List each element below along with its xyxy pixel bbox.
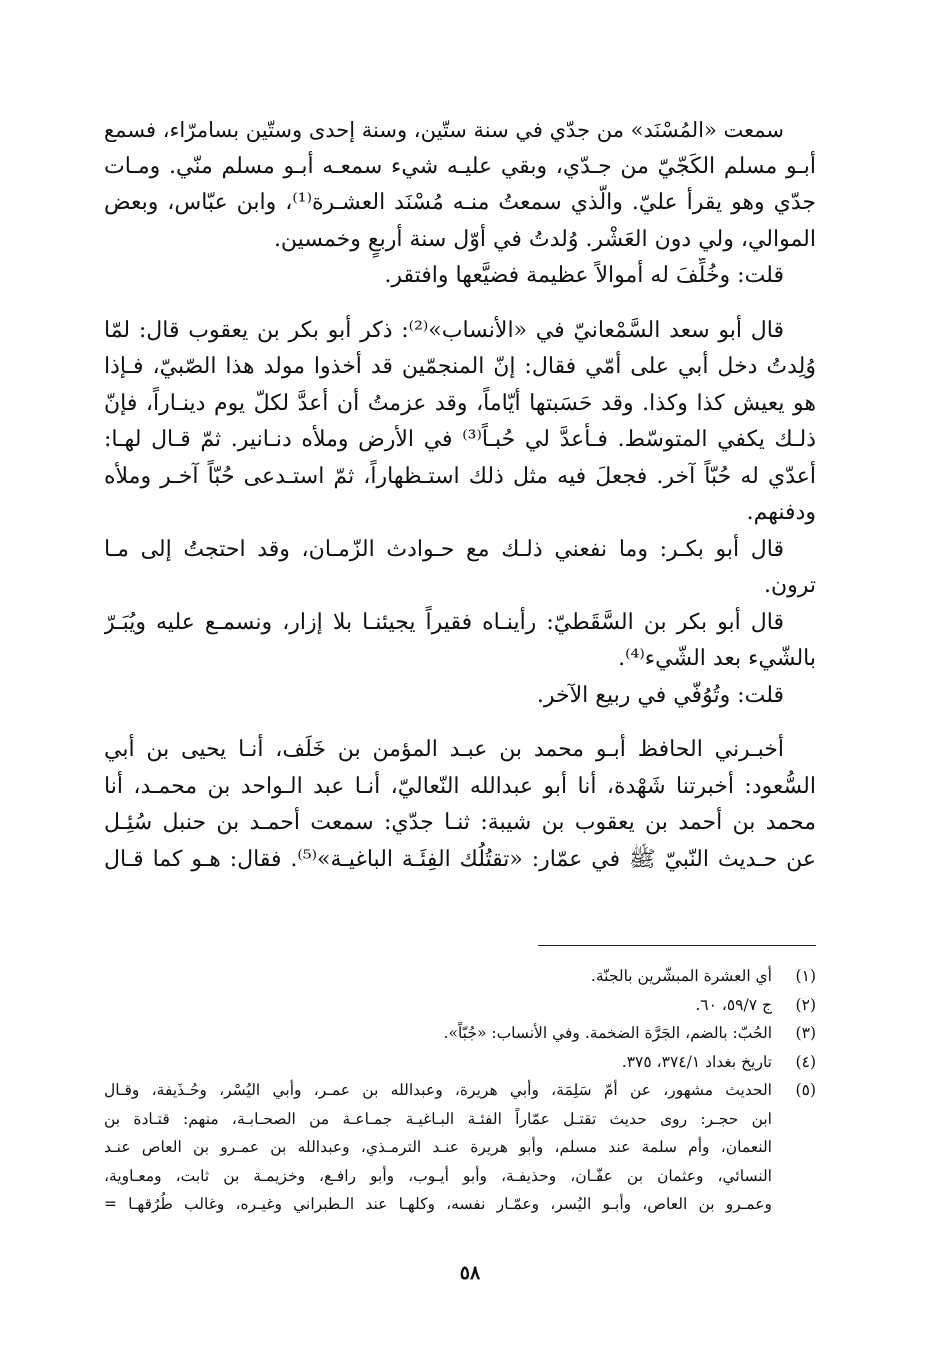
text-line: هو يعيش كذا وكذا. وقد حَسَبتها أيّاماً، وقد عزمتُ أن أعدَّ لكلّ يوم دينـاراً، فإنّ [104,390,816,416]
text-line: محمد بن أحمد بن يعقوب بن شيبة: ثنـا جدّي: سمعت أحمـد بن حنبل سُئِـل [104,810,816,835]
footnote-text: الحديث مشهور، عن أمّ سَلِمَة، وأبي هريرة، وعبدالله بن عمـر، وأبي اليُسْر، وحُـذَيفة، وقـال [104,1081,772,1099]
footnote-number: (٤) [795,1052,816,1071]
paragraph-2 [104,313,816,532]
footnote-text: النسائي، وعثمان بن عفّـان، وحذيفـة، وأبو أيـوب، وأبو رافـع، وخزيمـة بن ثابت، ومعـاوية، [104,1166,772,1185]
footnote-divider [538,945,816,946]
text-line: قال أبو بكر بن السَّقَطيّ: رأينـاه فقيراً يجيئنـا بلا إزار، ونسمـع عليه ويُبَـرّ [104,609,784,635]
author-note: قلت: وخُلِّفَ له أموالاً عظيمة فضيَّعها وافتقر. [384,263,784,288]
footnote-number: (٣) [795,1024,816,1042]
text-line: أعدّي له حُبّاً آخر. فجعلَ فيه مثل ذلك استـظهاراً، ثمّ استـدعى حُبّاً آخـر وملأه [104,463,816,489]
paragraph-5 [104,732,816,878]
footnote-text: ابن حجـر: روى حديث تقتـل عمّاراً الفئـة البـاغيـة جمـاعـة من الصحـابـة، منهم: قتـادة بن [104,1109,772,1128]
footnote-number: (١) [795,967,816,985]
footnote-1 [104,962,816,991]
text-line: سمعت «المُسْنَد» من جدّي في سنة ستّين، وسنة إحدى وستّين بسامرّاء، فسمع [104,118,784,142]
footnote-number: (٢) [795,995,816,1014]
text-line: السُّعود: أخبرتنا شَهْدة، أنا أبو عبدالله النّعاليّ، أنـا عبد الـواحد بن محمـد، أنا [104,773,816,799]
text-line: أخبـرني الحافظ أبـو محمد بن عبـد المؤمن بن خَلَف، أنـا يحيى بن أبي [104,737,784,762]
text-line: ذلـك يكفي المتوسّط. فـأعدَّ لي حُبـاً⁽³⁾ في الأرض وملأه دنـانير. ثمّ قـال لهـا: [104,427,816,452]
page-number: ٥٨ [459,1262,481,1284]
author-note: قلت: وتُوُفّي في ربيع الآخر. [536,682,784,708]
footnote-text: الحُبّ: بالضم، الجَرَّة الضخمة. وفي الأنساب: «جُبّاً». [443,1024,772,1042]
footnote-text: ج ٥٩/٧، ٦٠. [695,995,772,1014]
paragraph-gap [104,714,816,732]
footnote-text: أي العشرة المبشّرين بالجنّة. [590,967,772,985]
footnote-2 [104,991,816,1020]
footnote-text: النعمان، وأم سلمة عند مسلم، وأبو هريرة عنـد الترمـذي، وعبدالله بن عمـرو بن العاص عنـد [104,1138,772,1156]
paragraph-gap [104,295,816,313]
footnote-5 [104,1076,816,1219]
text-line: أبـو مسلم الكَجّيّ من جـدّي، وبقي عليـه شيء سمعـه أبـو مسلم منّي. ومـات [104,153,816,179]
text-line: قال أبو بكـر: وما نفعني ذلـك مع حـوادث الزّمـان، وقد احتجتُ إلى مـا [104,536,784,562]
text-line: ترون. [763,573,816,598]
footnote-number: (٥) [795,1081,816,1099]
paragraph-1 [104,112,816,295]
footnote-text: وعمـرو بن العاص، وأبـو اليُسر، وعمّـار نفسه، وكلهـا عند الـطبراني وغيـره، وغالب طُرُقهـا = [104,1195,772,1213]
text-line: الموالي، ولي دون العَشْر. وُلدتُ في أوّل سنة أربعٍ وخمسين. [273,226,816,252]
paragraph-4 [104,605,816,715]
text-line: ودفنهم. [746,500,816,525]
text-line: وُلِدتُ دخل أبي على أمّي فقال: إنّ المنجمّين قد أخذوا مولد هذا الصّبيّ، فـإذا [104,354,816,379]
text-line: بالشّيء بعد الشّيء⁽⁴⁾. [618,646,816,671]
text-line: قال أبو سعد السَّمْعانيّ في «الأنساب»⁽²⁾: ذكر أبو بكر بن يعقوب قال: لمّا [104,317,784,343]
text-line: عن حـديث النّبيّ ﷺ في عمّار: «تقتُلُك الفِئَـة الباغيـة»⁽⁵⁾. فقال: هـو كما قـال [104,846,816,872]
footnote-3 [104,1019,816,1048]
footnotes [104,962,816,1219]
footnote-text: تاريخ بغداد ٣٧٤/١، ٣٧٥. [621,1052,772,1071]
footnote-4 [104,1048,816,1077]
main-text [104,112,816,878]
text-line: جدّي وهو يقرأ عليّ. والّذي سمعتُ منـه مُسْنَد العشـرة⁽¹⁾، وابن عبّاس، وبعض [104,190,816,215]
paragraph-3 [104,532,816,605]
